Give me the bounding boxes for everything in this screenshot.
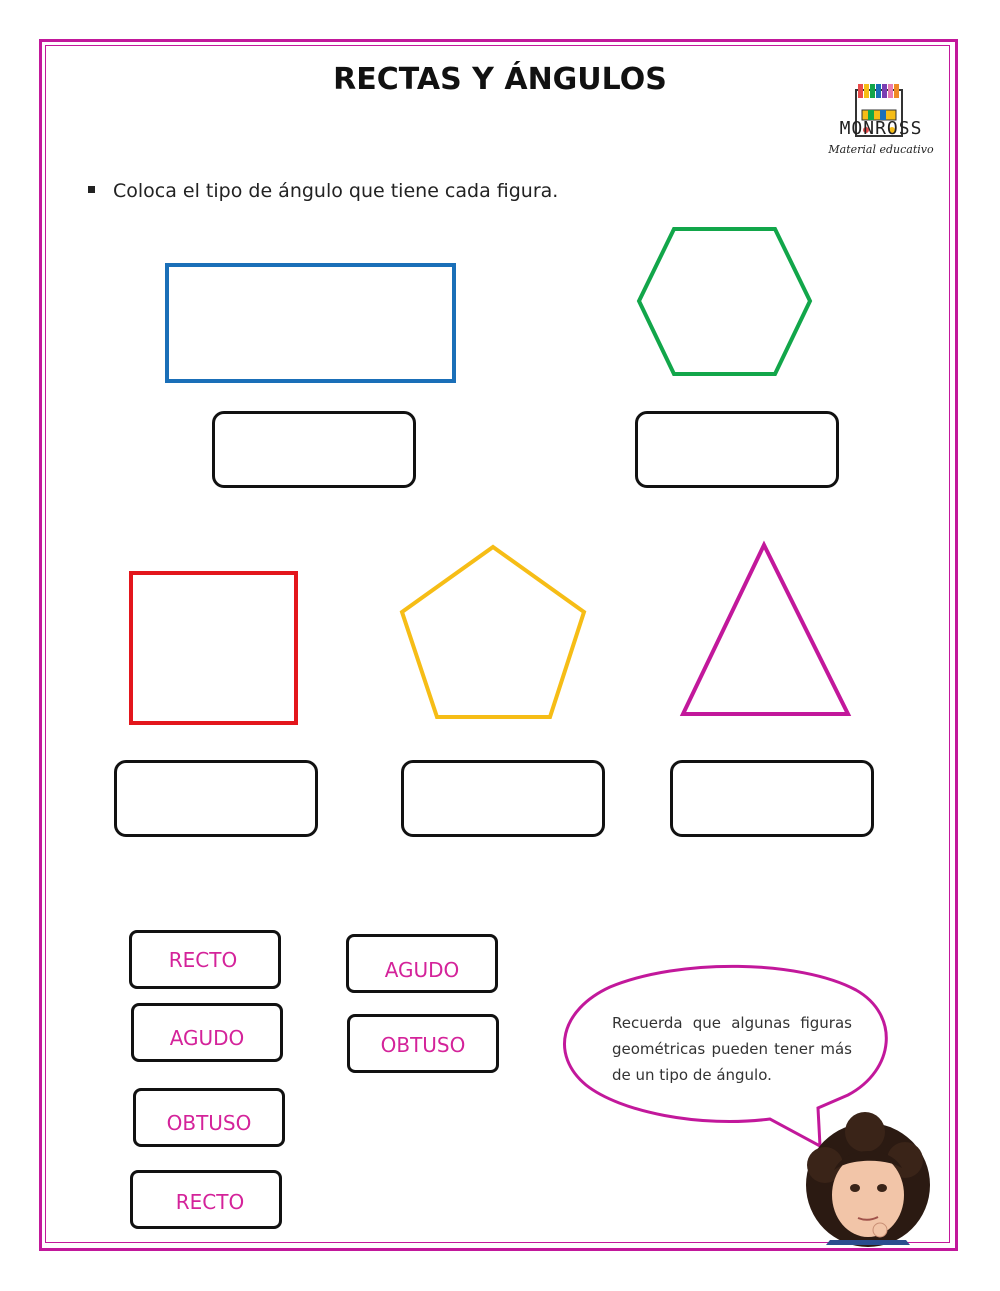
word-card-recto-2[interactable]: RECTO [130, 1170, 282, 1229]
instruction-text: Coloca el tipo de ángulo que tiene cada figura. [113, 180, 559, 202]
word-card-recto-1[interactable]: RECTO [129, 930, 281, 989]
logo-subtitle: Material educativo [828, 143, 934, 156]
teacher-avatar [806, 1112, 930, 1247]
answer-box-triangle[interactable] [670, 760, 874, 837]
triangle-shape [683, 545, 848, 714]
answer-box-pentagon[interactable] [401, 760, 605, 837]
pentagon-shape [402, 547, 584, 717]
word-card-obtuso-1[interactable]: OBTUSO [133, 1088, 285, 1147]
answer-box-hexagon[interactable] [635, 411, 839, 488]
logo-name: MONROSS [839, 118, 923, 139]
square-shape [131, 573, 296, 723]
answer-box-square[interactable] [114, 760, 318, 837]
hexagon-shape [639, 229, 810, 374]
answer-box-rectangle[interactable] [212, 411, 416, 488]
word-card-agudo-1[interactable]: AGUDO [131, 1003, 283, 1062]
word-card-obtuso-2[interactable]: OBTUSO [347, 1014, 499, 1073]
rectangle-shape [167, 265, 454, 381]
page-title: RECTAS Y ÁNGULOS [333, 62, 667, 97]
word-card-agudo-2[interactable]: AGUDO [346, 934, 498, 993]
speech-bubble-text: Recuerda que algunas figuras geométricas pueden tener más de un tipo de ángulo. [612, 1014, 852, 1084]
